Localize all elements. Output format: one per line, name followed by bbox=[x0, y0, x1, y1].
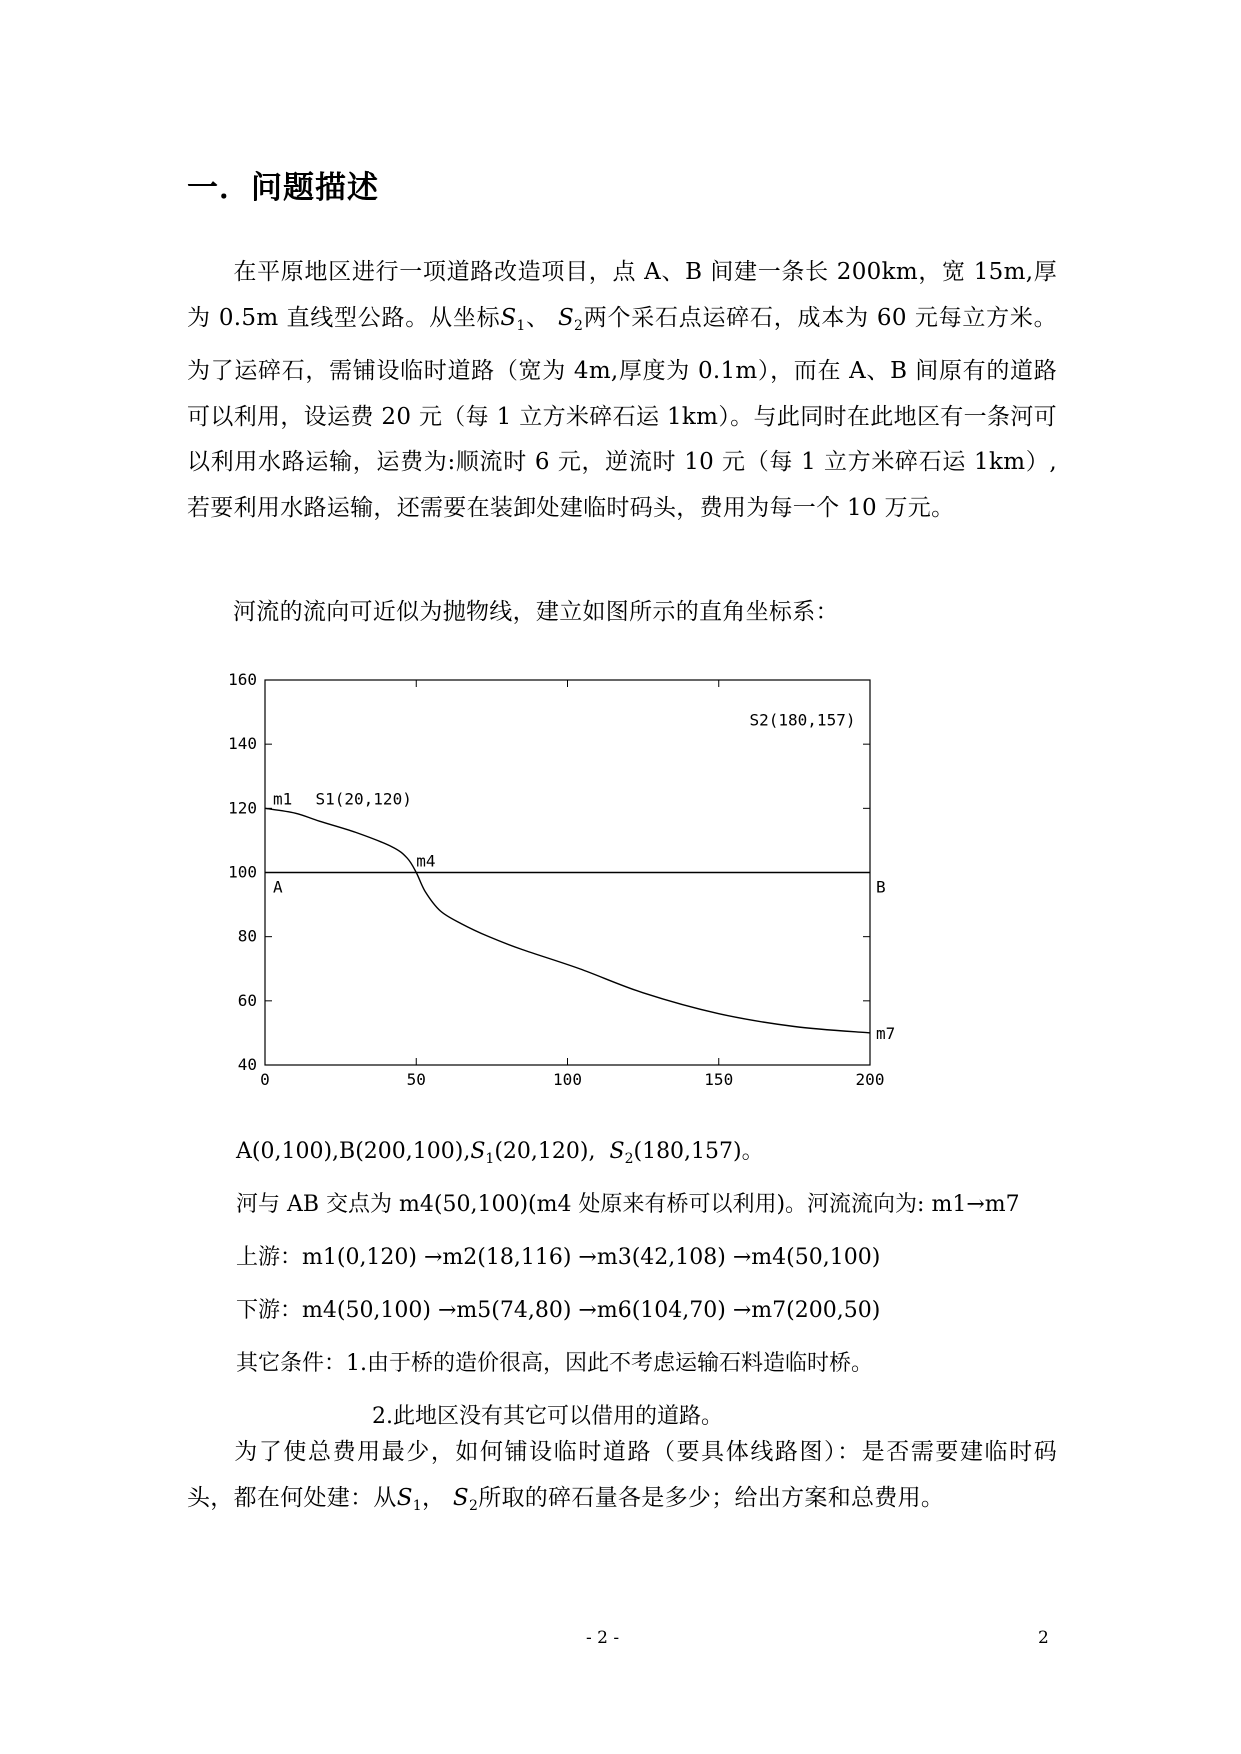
q-s2-subscript: 2 bbox=[468, 1497, 479, 1514]
coords-s2-symbol: S bbox=[609, 1139, 625, 1164]
para2-text: 河流的流向可近似为抛物线，建立如图所示的直角坐标系： bbox=[233, 599, 839, 625]
y-tick-label: 100 bbox=[228, 862, 257, 882]
intersection-line: 河与 AB 交点为 m4(50,100)(m4 处原来有桥可以利用)。河流流向为: m1→m7 bbox=[236, 1192, 1020, 1217]
upstream-line: 上游：m1(0,120) →m2(18,116) →m3(42,108) →m4(50,100) bbox=[236, 1245, 881, 1270]
annotation-label: A bbox=[273, 877, 283, 897]
annotation-label: m7 bbox=[876, 1023, 896, 1043]
s1-subscript: 1 bbox=[516, 317, 526, 334]
coords-s1-value: (20,120), bbox=[494, 1139, 596, 1164]
x-tick-label: 50 bbox=[406, 1070, 426, 1089]
coords-s1-symbol: S bbox=[470, 1139, 486, 1164]
page-number-right: 2 bbox=[1038, 1628, 1049, 1648]
condition-1: 其它条件：1.由于桥的造价很高，因此不考虑运输石料造临时桥。 bbox=[236, 1351, 873, 1376]
annotation-label: S1(20,120) bbox=[315, 789, 412, 809]
y-tick-label: 40 bbox=[237, 1055, 257, 1074]
q-s1-symbol: S bbox=[396, 1484, 413, 1511]
page-number-center: - 2 - bbox=[586, 1628, 620, 1648]
x-tick-label: 100 bbox=[553, 1070, 582, 1089]
annotation-label: m1 bbox=[273, 789, 293, 809]
coords-s2-subscript: 2 bbox=[624, 1151, 634, 1167]
annotation-label: S2(180,157) bbox=[749, 710, 856, 730]
river-line bbox=[265, 808, 870, 1033]
x-tick-label: 200 bbox=[855, 1070, 885, 1089]
section-heading: 一．问题描述 bbox=[187, 170, 379, 206]
para3-text-b: 所取的碎石量各是多少；给出方案和总费用。 bbox=[478, 1484, 945, 1511]
annotation-label: m4 bbox=[416, 851, 436, 871]
y-tick-label: 120 bbox=[228, 798, 257, 818]
river-coordinate-chart bbox=[210, 660, 896, 1110]
s2-subscript: 2 bbox=[574, 317, 584, 334]
downstream-line: 下游：m4(50,100) →m5(74,80) →m6(104,70) →m7(200,50) bbox=[236, 1298, 881, 1323]
para3-text-a: 为了使总费用最少，如何铺设临时道路（要具体线路图）：是否需要建临时码头，都在何处建：从 bbox=[187, 1439, 1057, 1511]
y-tick-label: 60 bbox=[237, 990, 257, 1010]
x-tick-label: 0 bbox=[260, 1070, 270, 1089]
question-paragraph bbox=[187, 1430, 1057, 1529]
coords-ab: A(0,100),B(200,100), bbox=[236, 1139, 471, 1164]
coords-s1-subscript: 1 bbox=[485, 1151, 495, 1167]
para3-sep: ， bbox=[421, 1484, 446, 1511]
para1-sep: 、 bbox=[525, 304, 550, 331]
q-s1-subscript: 1 bbox=[412, 1497, 422, 1514]
problem-paragraph bbox=[187, 250, 1057, 531]
coords-s2-value: (180,157)。 bbox=[633, 1139, 764, 1164]
condition-2: 2.此地区没有其它可以借用的道路。 bbox=[372, 1404, 723, 1429]
x-tick-label: 150 bbox=[704, 1070, 734, 1089]
annotation-label: B bbox=[876, 877, 886, 897]
q-s2-symbol: S bbox=[452, 1484, 469, 1511]
y-tick-label: 140 bbox=[228, 734, 257, 754]
s1-symbol: S bbox=[500, 304, 517, 331]
y-tick-label: 160 bbox=[228, 670, 257, 689]
s2-symbol: S bbox=[557, 304, 575, 331]
para1-text-b: 两个采石点运碎石，成本为 60 元每立方米。为了运碎石，需铺设临时道路（宽为 4m,厚度为 0.1m），而在 A、B 间原有的道路可以利用，设运费 20 元（每 1 立方米碎石运 1km）。与此同时在此地区有一条河可以利用水路运输，运费为:顺流时 6 元，逆流时 10 元（每 1 立方米碎石运 1km）,若要利用水路运输，还需要在装卸处建临时码头，费用为每一个 10 万元。 bbox=[187, 304, 1057, 521]
y-tick-label: 80 bbox=[237, 926, 257, 946]
para1-text-a: 在平原地区进行一项道路改造项目，点 A、B 间建一条长 200km，宽 15m,厚为 0.5m 直线型公路。从坐标 bbox=[187, 259, 1057, 331]
coordinates-line bbox=[236, 1137, 764, 1174]
river-intro-paragraph bbox=[187, 590, 1057, 636]
